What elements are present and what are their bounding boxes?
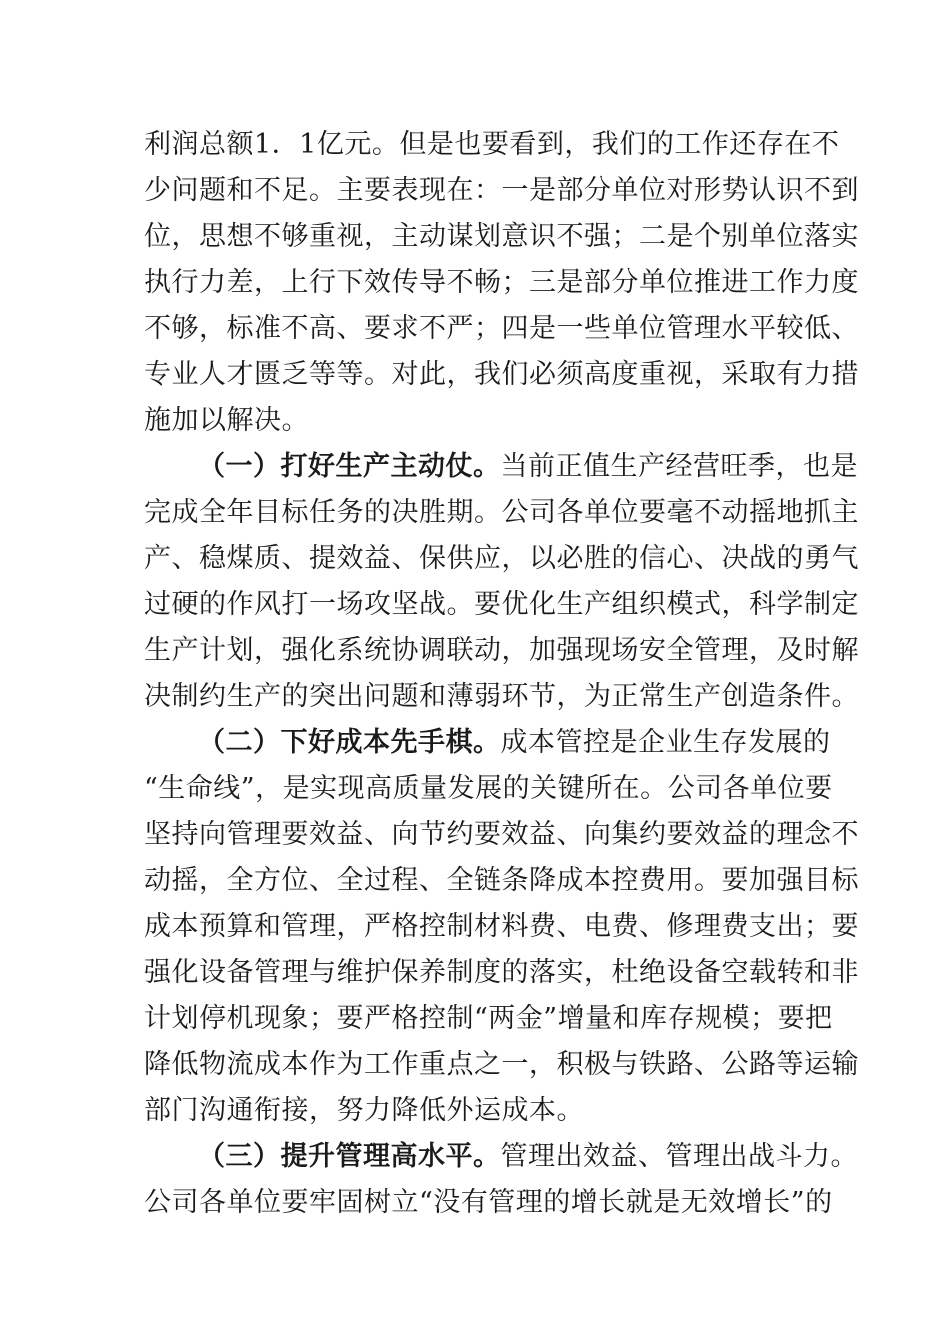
text-line: 产、稳煤质、提效益、保供应，以必胜的信心、决战的勇气 bbox=[144, 543, 859, 574]
text-line: 不够，标准不高、要求不严；四是一些单位管理水平较低、 bbox=[144, 313, 859, 344]
section-line bbox=[144, 720, 831, 766]
text-line: 生产计划，强化系统协调联动，加强现场安全管理，及时解 bbox=[144, 635, 859, 666]
section-text: 当前正值生产经营旺季，也是 bbox=[500, 451, 858, 482]
text-line: 施加以解决。 bbox=[144, 405, 309, 436]
section-heading: （三）提升管理高水平。 bbox=[198, 1141, 501, 1172]
text-line: 降低物流成本作为工作重点之一，积极与铁路、公路等运输 bbox=[144, 1049, 859, 1080]
section-heading: （二）下好成本先手棋。 bbox=[198, 727, 501, 758]
text-line: 利润总额1．1亿元。但是也要看到，我们的工作还存在不 bbox=[144, 129, 840, 160]
section-heading: （一）打好生产主动仗。 bbox=[198, 451, 501, 482]
text-line: 执行力差，上行下效传导不畅；三是部分单位推进工作力度 bbox=[144, 267, 859, 298]
section-text: 管理出效益、管理出战斗力。 bbox=[500, 1141, 858, 1172]
text-line: 动摇，全方位、全过程、全链条降成本控费用。要加强目标 bbox=[144, 865, 859, 896]
text-line: 公司各单位要牢固树立“没有管理的增长就是无效增长”的 bbox=[144, 1187, 833, 1218]
text-line: “生命线”，是实现高质量发展的关键所在。公司各单位要 bbox=[144, 773, 833, 804]
section-line bbox=[144, 1134, 858, 1180]
text-line: 完成全年目标任务的决胜期。公司各单位要毫不动摇地抓主 bbox=[144, 497, 859, 528]
section-line bbox=[144, 444, 858, 490]
text-line: 计划停机现象；要严格控制“两金”增量和库存规模；要把 bbox=[144, 1003, 833, 1034]
document-body bbox=[144, 122, 859, 1226]
text-line: 决制约生产的突出问题和薄弱环节，为正常生产创造条件。 bbox=[144, 681, 859, 712]
text-line: 过硬的作风打一场攻坚战。要优化生产组织模式，科学制定 bbox=[144, 589, 859, 620]
text-line: 坚持向管理要效益、向节约要效益、向集约要效益的理念不 bbox=[144, 819, 859, 850]
text-line: 部门沟通衔接，努力降低外运成本。 bbox=[144, 1095, 584, 1126]
text-line: 位，思想不够重视，主动谋划意识不强；二是个别单位落实 bbox=[144, 221, 859, 252]
text-line: 成本预算和管理，严格控制材料费、电费、修理费支出；要 bbox=[144, 911, 859, 942]
section-text: 成本管控是企业生存发展的 bbox=[500, 727, 831, 758]
text-line: 少问题和不足。主要表现在：一是部分单位对形势认识不到 bbox=[144, 175, 859, 206]
text-line: 强化设备管理与维护保养制度的落实，杜绝设备空载转和非 bbox=[144, 957, 859, 988]
text-line: 专业人才匮乏等等。对此，我们必须高度重视，采取有力措 bbox=[144, 359, 859, 390]
